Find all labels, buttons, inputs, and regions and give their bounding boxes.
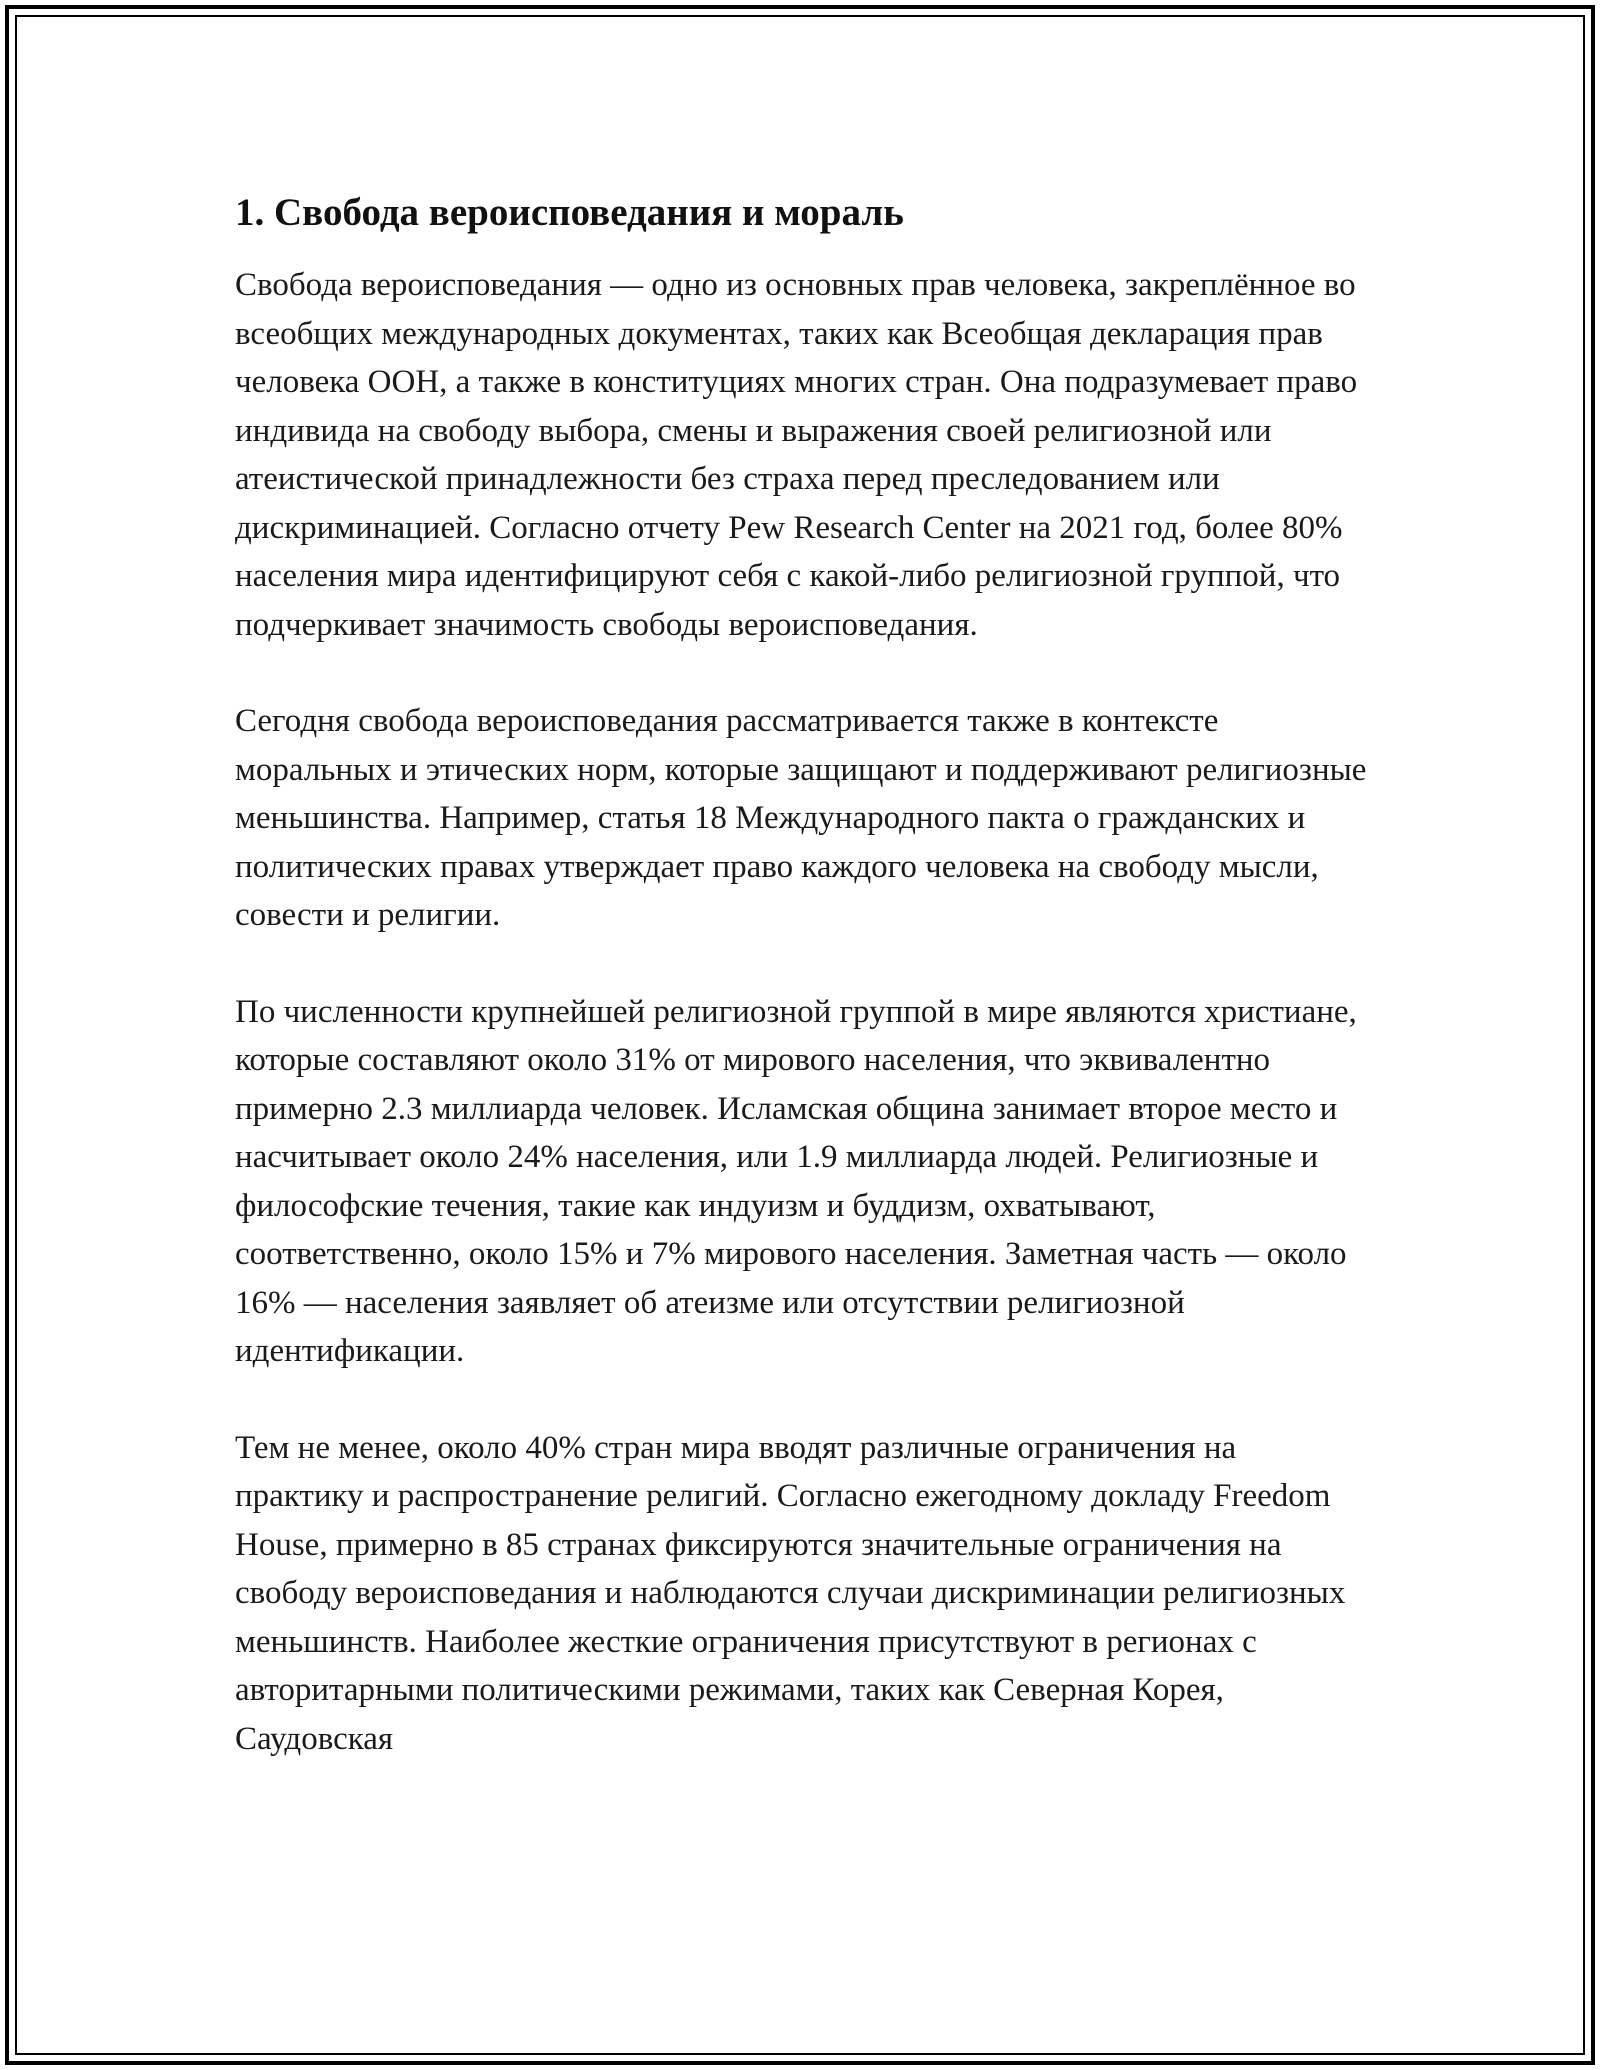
paragraph-4: Тем не менее, около 40% стран мира вводят различные ограничения на практику и распространение религий. Согласно ежегодному докладу Freedom House, примерно в 85 странах фиксируются значительные ограничения на свободу вероисповедания и наблюдаются случаи дискриминации религиозных меньшинств. Наиболее жесткие ограничения присутствуют в регионах с авторитарными политическими режимами, таких как Северная Корея, Саудовская [235, 1429, 1346, 1757]
document-body [235, 185, 1370, 1763]
paragraph-1: Свобода вероисповедания — одно из основных прав человека, закреплённое во всеобщих международных документах, таких как Всеобщая декларация прав человека ООН, а также в конституциях многих стран. Она подразумевает право индивида на свободу выбора, смены и выражения своей религиозной или атеистической принадлежности без страха перед преследованием или дискриминацией. Согласно отчету Pew Research Center на 2021 год, более 80% населения мира идентифицируют себя с какой-либо религиозной группой, что подчеркивает значимость свободы вероисповедания. [235, 267, 1358, 643]
paragraph-2: Сегодня свобода вероисповедания рассматривается также в контексте моральных и этических норм, которые защищают и поддерживают религиозные меньшинства. Например, статья 18 Международного пакта о гражданских и политических правах утверждает право каждого человека на свободу мысли, совести и религии. [235, 703, 1367, 933]
section-title: 1. Свобода вероисповедания и мораль [235, 191, 904, 234]
paragraph-3: По численности крупнейшей религиозной группой в мире являются христиане, которые составляют около 31% от мирового населения, что эквивалентно примерно 2.3 миллиарда человек. Исламская община занимает второе место и насчитывает около 24% населения, или 1.9 миллиарда людей. Религиозные и философские течения, такие как индуизм и буддизм, охватывают, соответственно, около 15% и 7% мирового населения. Заметная часть — около 16% — населения заявляет об атеизме или отсутствии религиозной идентификации. [235, 993, 1357, 1369]
